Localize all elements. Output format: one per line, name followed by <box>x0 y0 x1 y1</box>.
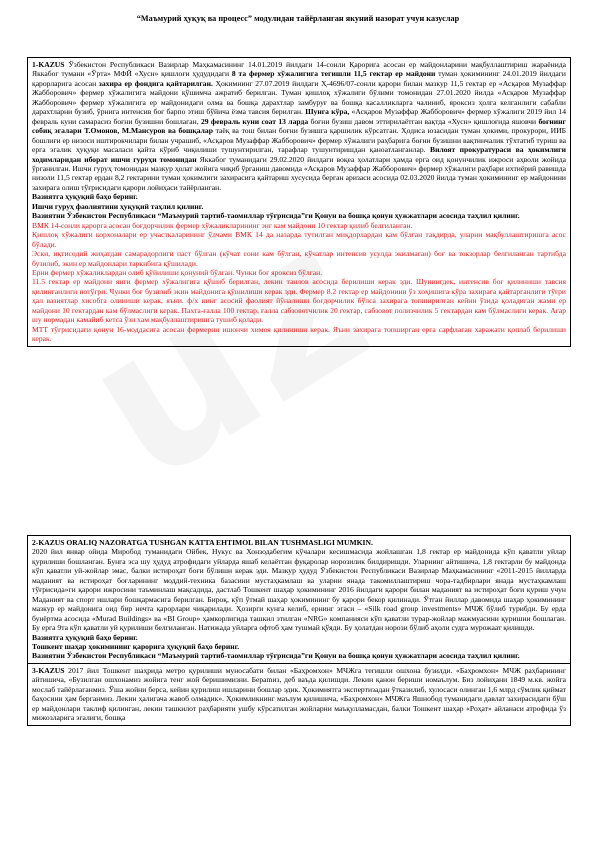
case-1-task-1: Вазиятга ҳуқуқий баҳо беринг. <box>32 192 138 202</box>
case-1-answer-line: МТТ тўғрисидаги қонун 16-моддасига асосан фермерни ишончи химоя қилиниши керак. Яъни захирага топширган ерга сарфлаган харажати қоплаб берилиши керак. <box>32 324 566 344</box>
case-1-text-2: туман ҳокимининг 24.01.2019 йилдаги қарорларига асосан <box>32 69 566 88</box>
case-1-intro: Ўзбекистон Республикаси Вазирлар Маҳкамасининг 14.01.2019 йилдаги 14-сонли Қарорига асосан ер майдонларини мақбуллаштириш жараёнида Яккабог тумани «Ўрта» МФЙ «Хусн» қишлоғи ҳудудидаги <box>32 60 566 79</box>
case-3-label: 3-KAZUS <box>32 665 65 675</box>
case-1-bold-1: 8 та фермер хўжалигига тегишли 11,5 гектар ер майдони <box>231 69 436 79</box>
case-3-cell <box>28 663 571 725</box>
case-2-cell <box>28 536 571 664</box>
case-1-text-7: Яккабог туманидаги 29.02.2020 йилдаги воқеа ҳолатлари ҳамда ерга оид қонунчилик ижроси аҳволи жойида ўрганилган. Ишчи гуруҳ томонидан мазкур ҳолат жойига чиқиб ўрганиш давомида «Асқаров Музаффар Жабборович» фермер хўжалиги раҳбари ихтиёрий равишда низоли 11,5 гектар ердан 8,2 гектарини туман ҳокимлиги захирасига қайтариш хусусида берган аризаси асосида 02.03.2020 йилда туман ҳокимининг ер майдонини захирага олиш тўғрисидаги қарори лойиҳаси тайёрланган. <box>32 154 566 192</box>
case-1-task-2: Ишчи гуруҳ фаолиятини ҳуқуқий таҳлил қилинг. <box>32 201 204 211</box>
case-1-bold-5: боғнинг собиқ эгалари Т.Омонов, М.Мансуров ва бошқалар <box>32 116 567 136</box>
case-1-bold-4: 29 февраль куни соат 13 ларда <box>200 116 309 126</box>
case-1-task-3: Вазиятни Ўзбекистон Республикаси “Маъмурий тартиб-таомиллар тўғрисида”ги Қонун ва бошқа қонун ҳужжатлари асосида таҳлил қилинг. <box>32 211 520 221</box>
case-1-text-4: «Асқаров Музаффар Жабборович» фермер хўжалиги 2019 йил 14 февраль куни самарасиз боғни бузишни бошлаган, <box>32 107 566 126</box>
case-1-answer-line: 11.5 гектар ер майдони янги фермер хўжалигига қўшиб берилган, лекин танлов асосида берилиши керак эди. Шунингдек, интенсив боғ қилиниши тавсия қилинганлиги нотўғри. Чунки боғ бузилиб экин майдонига қўшилиши керак эди. Фермер 8.2 гектар ер майдонини ўз хоҳишига кўра захирага қайтарганлиги тўғри ҳал вазиятлар хисобга олиниши керак, яъни. ф/х нинг асосий фаолият йўналиши боғдорчилик бўлса захирага топширилган кейин ўзида қоладиган жами ер майдони 10 гектардан кам бўлмаслиги керак. Пахта-ғалла 100 гектар, ғалла сабзовотчилик 20 гектар, сабзовот полизчилик 5 гектардан кам бўлмаслиги керак. Агар шу нормадан камайиб кетса ўзи хам мақбуллаштиришга тушиб қолади. <box>32 277 566 325</box>
page-title: “Маъмурий ҳуқуқ ва процесс” модулидан тайёрланган якуний назорат учун казуслар <box>136 14 460 23</box>
case-1-answer-line: Ерни фермер хўжаликлардан олиб қўйилиши қонуний бўлган. Чунки боғ ярокcиз бўлган. <box>32 267 323 277</box>
case-1-answer-line: Қишлоқ хўжалиги корхоналари ер участкаларининг ўлчами ВМК 14 да назарда тутилган миқдорлардан кам бўлган тақдирда, уларни мақбуллаштиришга асос бўлади. <box>32 230 566 249</box>
case-1-label: 1-KAZUS <box>32 60 65 69</box>
case-1-answer-line: ВМК 14-сонли қарорга асосан боғдорчилик фермер хўжаликларининг энг кам майдони 10 гектар қилиб белгиланган. <box>32 220 413 230</box>
case-1-answer-line: Эски, иқтисодий жиҳатдан самарадорлиги паст бўлган (кўчат сони кам бўлган, кўчатлар интенсив усулда экилмаган) боғ ва токзорлар белгиланган тартибда бузилиб, экин ер майдонлари таркибига қўшилади. <box>32 249 566 268</box>
case-1-text-5: боғни бузиш давом эттирилаётган вақтда «Хусн» қишлоғида яшовчи <box>308 116 539 126</box>
case-1-text <box>32 60 566 192</box>
case-1-table <box>27 57 571 347</box>
case-1-cell <box>28 58 571 347</box>
case-2-3-table <box>27 535 571 726</box>
case-1-bold-2: захира ер фондига қайтарилган. <box>98 78 213 88</box>
case-1-text-6: таёқ ва тош билан боғни бузишга қаршилик кўрсатган. Ҳодиса юзасидан туман ҳокими, прокурори, ИИБ бошлиғи ер низоси иштирокчилари билан учрашиб, «Асқаров Музаффар Жабборович» фермер хўжалиги раҳбарига боғни бузишни вақтинчалик тўхтатиб туриш ва ерга эгалик ҳуқуқи масаласи қайта кўриб чиқилиши тушунтирилган, тарафлар тушунтиришдан қаноатланганлар. <box>32 126 566 155</box>
case-1-text-3: Ҳокимнинг 27.07.2019 йилдаги Ҳ-4696/07-сонли қарори билан мазкур 11,5 гектар ер «Асқаров Музаффар Жабборович» фермер хўжалигига майдони қўшимча ажратиб берилган. Туман қишлоқ хўжалиги бўлими томонидан 27.01.2020 йилда «Асқаров Музаффар Жабборович» фермер хўжалигига ер майдонидаги олма ва бошқа дарахтлар замбуруғ ва бошқа касалликларга чалиниб, ярокcиз ҳолга келганлиги сабабли дарахтларни бузиб, ўрнига интенсив боғ барпо этиш бўйича ёзма тавсия берилган. <box>32 78 566 117</box>
case-2-task-1: Вазиятга ҳуқуқий баҳо беринг. <box>32 632 138 642</box>
case-2-task-2: Тошкент шаҳар ҳокимининг қарорига ҳуқуқий баҳо беринг. <box>32 641 240 651</box>
case-1-answer <box>32 221 566 344</box>
case-1-bold-3: Шунга кўра, <box>305 107 350 117</box>
case-1-bold-6: Вилоят прокуратураси ва ҳокимлиги ходимларидан иборат ишчи гуруҳи томонидан <box>32 145 566 164</box>
case-3-text <box>32 666 566 723</box>
case-2-text: 2020 йил январ ойида Миробод туманидаги Ойбек, Нукус ва Хонзодабегим кўчалари кесишмасида жойлашган 1,8 гектар ер майдонида кўп қаватли уйлар қурилиши бошланган. Бунга эса шу ҳудуд атрофидаги уйларда яшаб келаётган фуқаролар норозилик билдиришди. Уларнинг айтишича, 1,8 гектарли бу майдонда кўп қаватли уй-жойлар эмас, балки истироҳат боғи бўлиши керак эди. Мазкур ҳудуд Ўзбекистон Республикаси Вазирлар Маҳкамасининг «2011-2015 йилларда маданият ва истироҳат боғларининг моддий-техника базасини мустаҳкамлаш ва уларни янада такомиллаштириш чора-тадбирлари янада мустаҳкамлаш тўғрисида»ги қарори ижросини таъминлаш мақсадида, дастлаб Тошкент шаҳар ҳокимининг 2016 йилдаги қарори билан маданият ва истироҳат боғи қуриш учун Маданият ва спорт ишлари бошқармасига берилган. Бироқ, кўп ўтмай шаҳар ҳокимининг бу қарори бекор қилинади. Ўтган йиллар давомида шаҳар ҳокимининг мазкур ер майдонига оид бир нечта қарорлари чиқарилади. Ҳозирги кунга келиб, ернинг эгаси – «Silk road group investments» МЧЖ бўлиб турибди. Бу ерда бунёртма асосида «Murad Buildings» ва «BI Group» ҳамкорлигида ташкил этилган «NRG» компанияси кўп қаватли турар-жойлар мажмуасини қуришни бошлаган. Бу ерга 9та кўп қаватли уй қурилиши белгиланган. Натижада уйларга офтоб ҳам тушмай қўяди. Бу ҳолатдан норози бўлиб аҳоли судга мурожаат қилишди. <box>32 547 566 633</box>
case-2-label: 2-KAZUS ORALIQ NAZORATGA TUSHGAN KATTA EHTIMOL BILAN TUSHMASLIGI MUMKIN. <box>32 538 373 547</box>
case-3-body: 2017 йил Тошкент шаҳрида метро қурилиши муносабати билан «Баҳромхон» МЧЖга тегишли ошхона бузилди. «Баҳромхон» МЧЖ раҳбарининг айтишича, «Бузилган ошхонамиз жойига тенг жой беришимизни. Бераmиз, деб ваъда қилишди. Лекин қанон бериши номаълум. Биз лойиҳани 1849 м.кв. жойга мослаб тайёрлаганмиз. Ўша жойни берса, кейин қурилиш ишларини бошлар эдик. Ҳокимиятга экспертизадан ўтказилиб, хулосаси олинган 1,6 млрд сўмлик қиймат баҳосини ҳам берганмиз. Лекин ҳалигача жавоб олмадик». Ҳокимликнинг маълум қилишича, «Баҳромхон» МЧЖга Яшнобод туманидаги давлат захирасидаги бўш ер майдонлари таклиф қилинган, лекин ташкилот раҳбарияти ушбу кўрсатилган жойларни маъқулламасдан, балки Тошкент шаҳар «Роҳат» айланаси атрофида ўз мижозларига эгалиги, бошқа <box>32 665 566 723</box>
case-2-task-3: Вазиятни Ўзбекистон Республикаси “Маъмурий тартиб-таомиллар тўғрисида”ги Қонун ва бошқа қонун ҳужжатлари асосида таҳлил қилинг. <box>32 651 520 661</box>
